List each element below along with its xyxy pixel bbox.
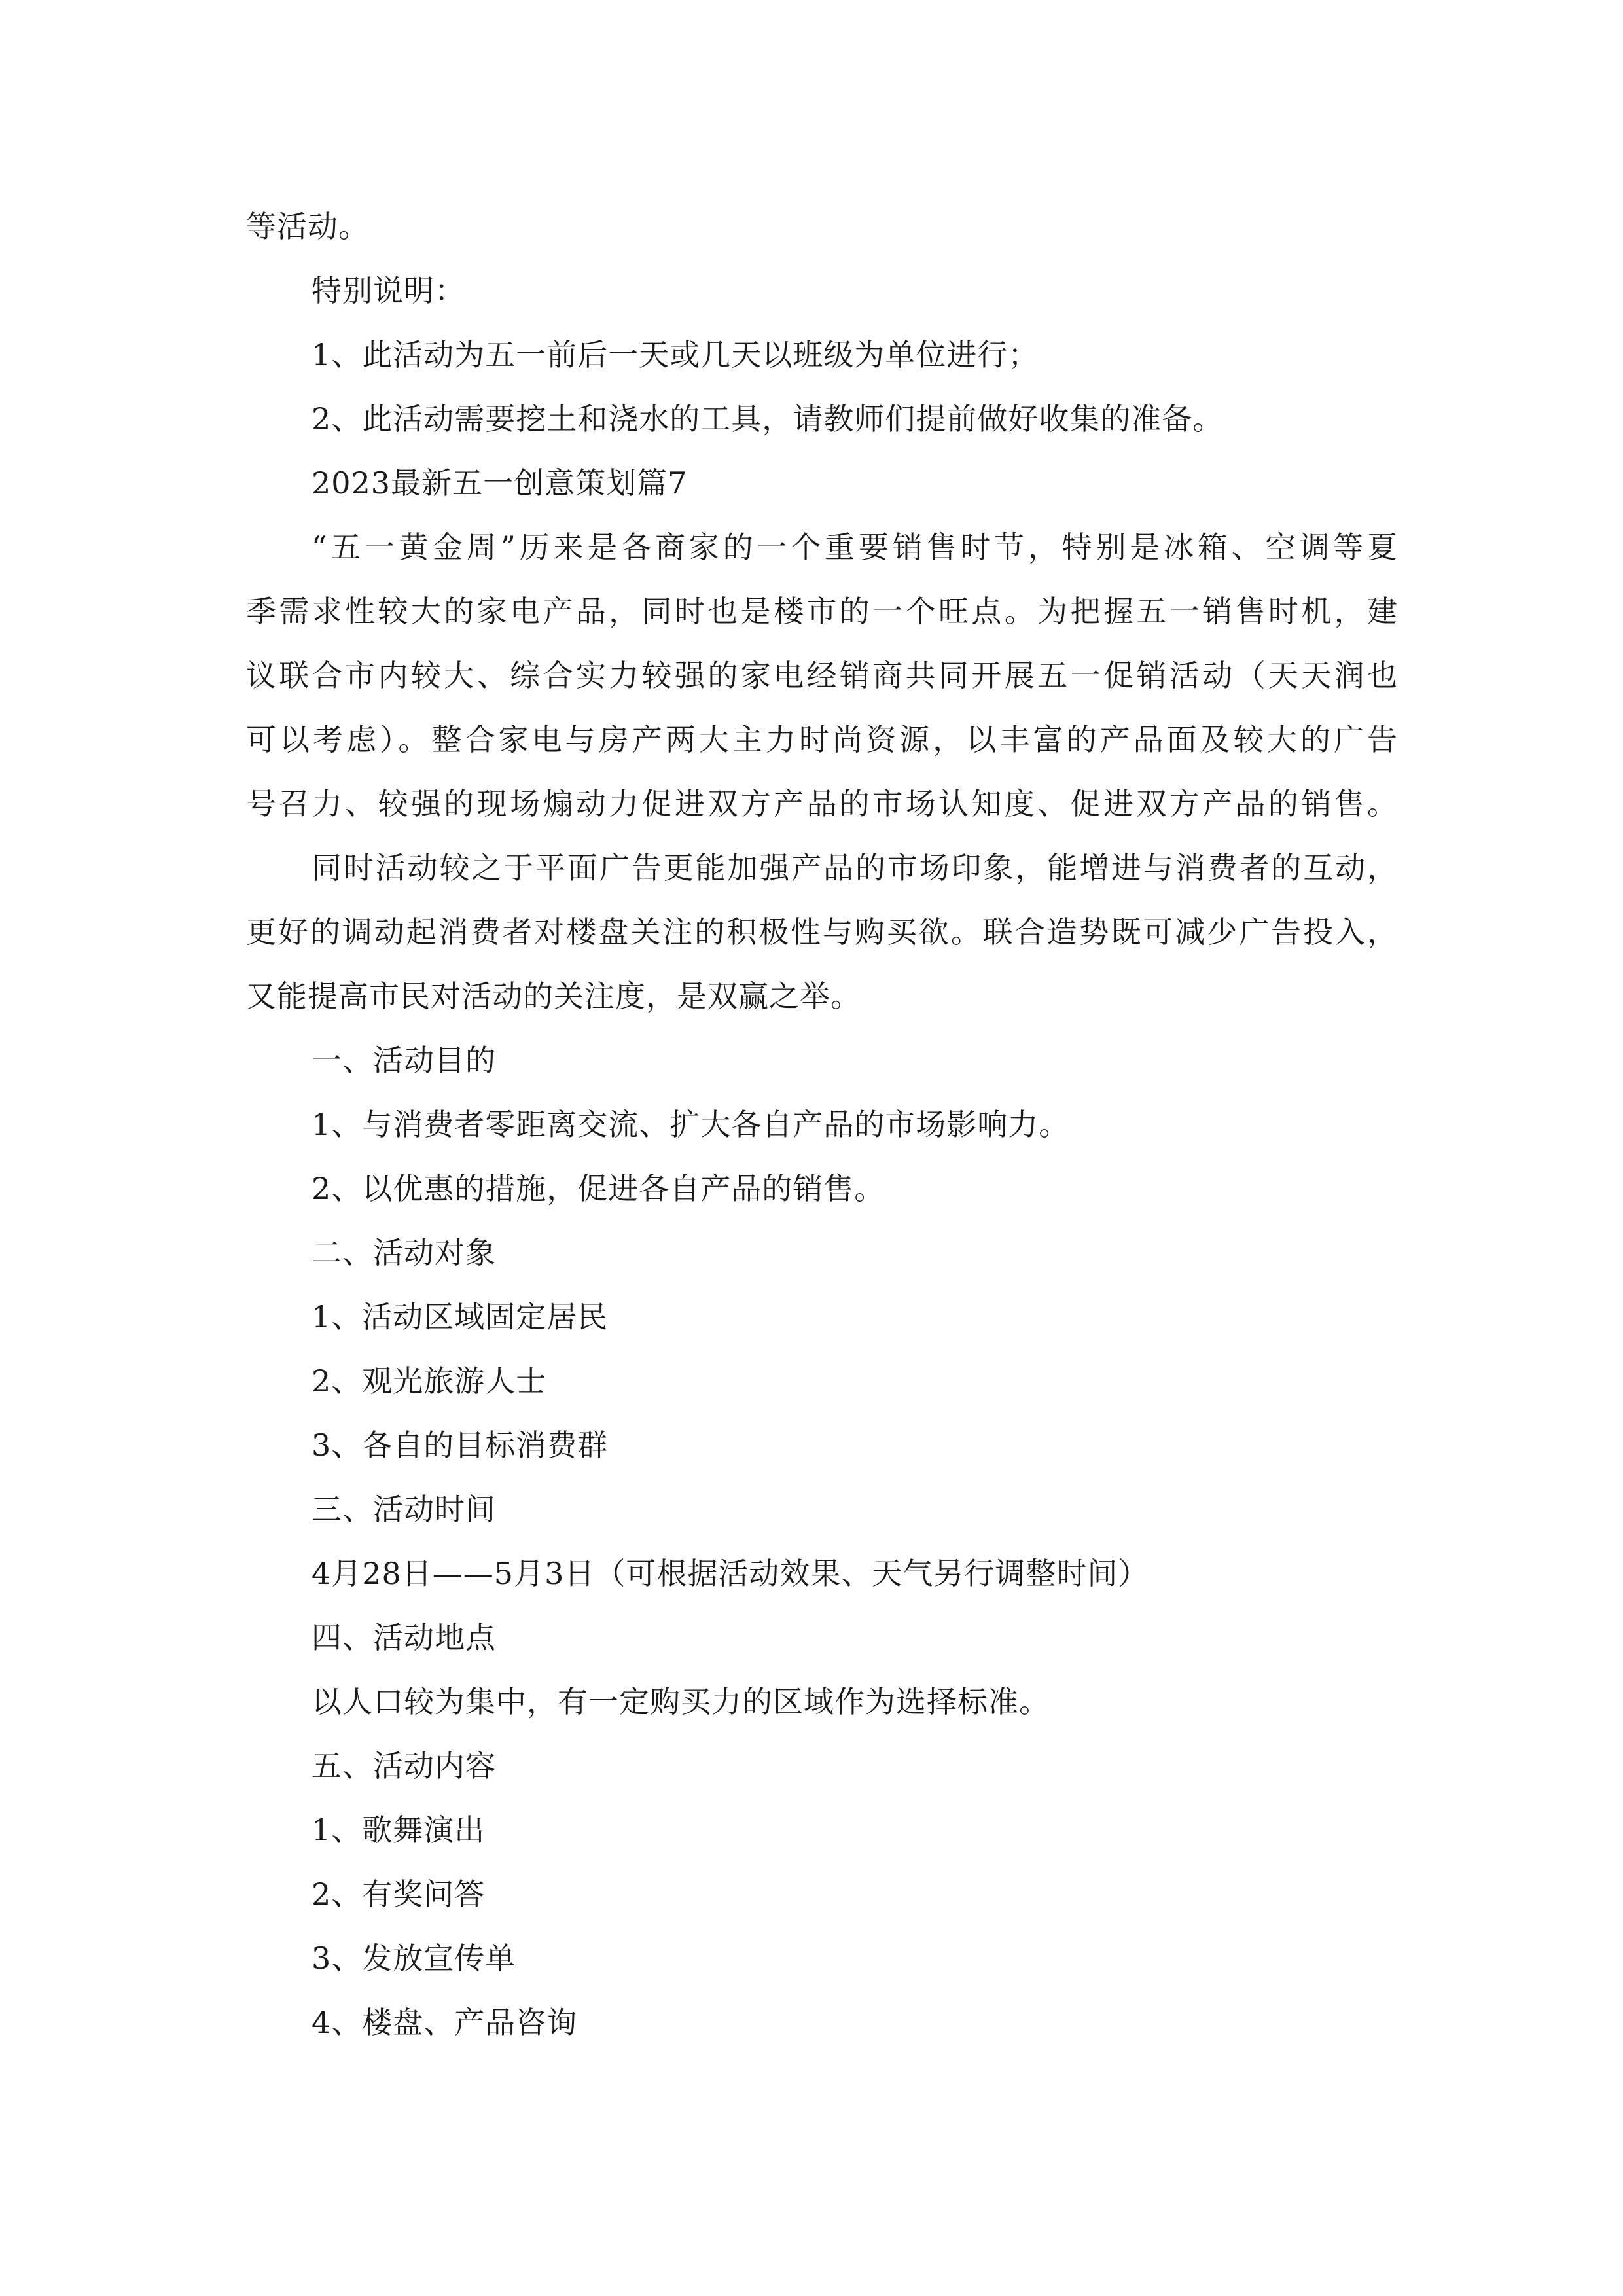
list-item: 3、各自的目标消费群 <box>312 1427 609 1463</box>
paragraph-line: 同时活动较之于平面广告更能加强产品的市场印象，能增进与消费者的互动， <box>312 850 1398 886</box>
text-line: 特别说明： <box>312 273 465 308</box>
text-line: 以人口较为集中，有一定购买力的区域作为选择标准。 <box>312 1684 1050 1719</box>
section-heading: 2023最新五一创意策划篇7 <box>312 465 688 501</box>
section-heading: 五、活动内容 <box>312 1748 496 1784</box>
text-line: 等活动。 <box>246 209 369 244</box>
list-item: 1、与消费者零距离交流、扩大各自产品的市场影响力。 <box>312 1107 1070 1142</box>
section-heading: 一、活动目的 <box>312 1043 496 1078</box>
text-line: 4月28日——5月3日（可根据活动效果、天气另行调整时间） <box>312 1556 1149 1591</box>
paragraph-line: 季需求性较大的家电产品，同时也是楼市的一个旺点。为把握五一销售时机，建 <box>246 594 1398 629</box>
paragraph-line: 议联合市内较大、综合实力较强的家电经销商共同开展五一促销活动（天天润也 <box>246 658 1398 693</box>
text-line: 1、此活动为五一前后一天或几天以班级为单位进行； <box>312 337 1039 372</box>
list-item: 2、观光旅游人士 <box>312 1363 547 1399</box>
text-line: 2、此活动需要挖土和浇水的工具，请教师们提前做好收集的准备。 <box>312 401 1224 437</box>
section-heading: 二、活动对象 <box>312 1235 496 1270</box>
paragraph-line: “五一黄金周”历来是各商家的一个重要销售时节，特别是冰箱、空调等夏 <box>312 529 1398 565</box>
list-item: 2、以优惠的措施，促进各自产品的销售。 <box>312 1171 885 1206</box>
list-item: 3、发放宣传单 <box>312 1941 516 1976</box>
paragraph-line: 可以考虑）。整合家电与房产两大主力时尚资源，以丰富的产品面及较大的广告 <box>246 722 1398 757</box>
list-item: 1、歌舞演出 <box>312 1812 486 1848</box>
section-heading: 三、活动时间 <box>312 1492 496 1527</box>
paragraph-line: 更好的调动起消费者对楼盘关注的积极性与购买欲。联合造势既可减少广告投入， <box>246 914 1398 950</box>
section-heading: 四、活动地点 <box>312 1620 496 1655</box>
paragraph-line: 号召力、较强的现场煽动力促进双方产品的市场认知度、促进双方产品的销售。 <box>246 786 1398 821</box>
paragraph-line: 又能提高市民对活动的关注度，是双赢之举。 <box>246 978 861 1014</box>
list-item: 2、有奖问答 <box>312 1876 486 1912</box>
list-item: 4、楼盘、产品咨询 <box>312 2005 578 2040</box>
list-item: 1、活动区域固定居民 <box>312 1299 609 1335</box>
